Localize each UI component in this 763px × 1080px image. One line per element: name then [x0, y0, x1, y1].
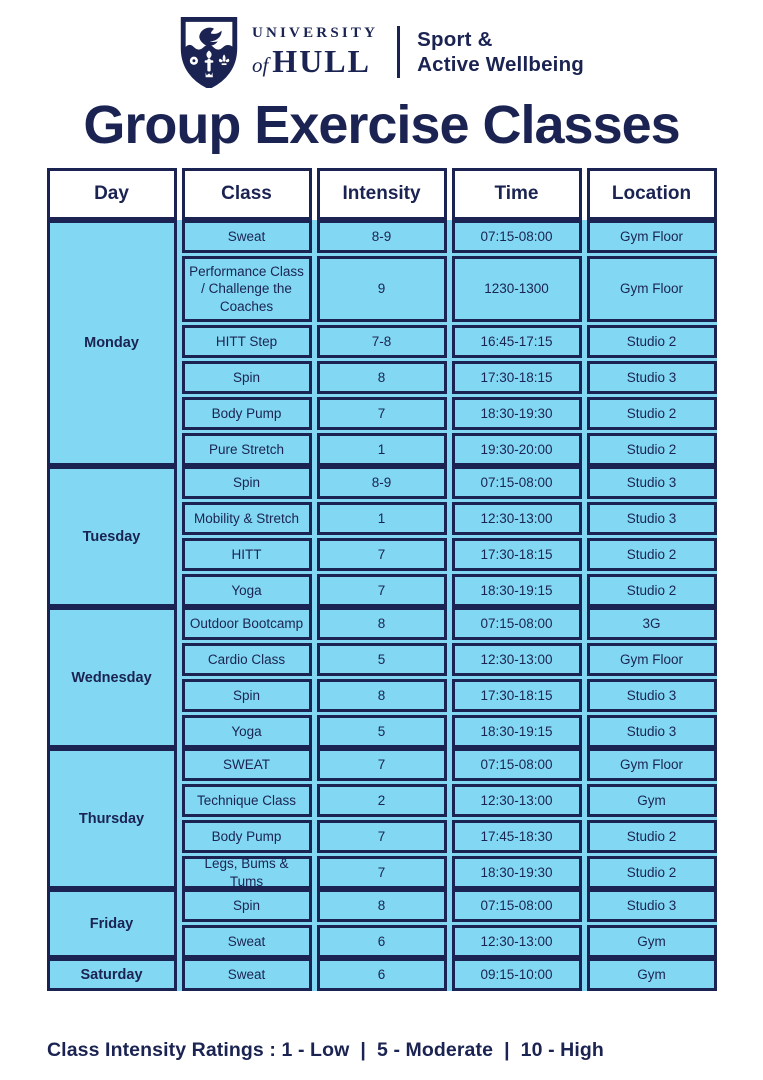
time-cell: 18:30-19:30	[452, 397, 582, 430]
location-cell: Studio 3	[587, 466, 717, 499]
day-cell: Friday	[47, 889, 177, 958]
location-cell: Studio 2	[587, 538, 717, 571]
university-wordmark	[252, 25, 378, 80]
class-cell: Pure Stretch	[182, 433, 312, 466]
time-cell: 18:30-19:15	[452, 574, 582, 607]
class-cell: Spin	[182, 361, 312, 394]
location-cell: Gym Floor	[587, 643, 717, 676]
department-line-2: Active Wellbeing	[417, 53, 585, 76]
location-cell: Studio 2	[587, 397, 717, 430]
class-cell: Cardio Class	[182, 643, 312, 676]
time-cell: 1230-1300	[452, 256, 582, 322]
time-cell: 16:45-17:15	[452, 325, 582, 358]
header-cell-day: Day	[47, 168, 177, 220]
schedule-row	[182, 325, 717, 358]
time-cell: 12:30-13:00	[452, 643, 582, 676]
intensity-cell: 6	[317, 958, 447, 991]
intensity-cell: 7	[317, 538, 447, 571]
class-cell: Performance Class / Challenge the Coaches	[182, 256, 312, 322]
location-cell: Studio 3	[587, 502, 717, 535]
schedule-row	[182, 889, 717, 922]
time-cell: 07:15-08:00	[452, 607, 582, 640]
intensity-cell: 7-8	[317, 325, 447, 358]
schedule-row	[182, 820, 717, 853]
day-cell: Thursday	[47, 748, 177, 889]
schedule-row	[182, 643, 717, 676]
day-cell: Monday	[47, 220, 177, 466]
intensity-cell: 7	[317, 397, 447, 430]
time-cell: 17:30-18:15	[452, 679, 582, 712]
time-cell: 17:30-18:15	[452, 361, 582, 394]
schedule-row	[182, 958, 717, 991]
location-cell: Gym	[587, 784, 717, 817]
intensity-cell: 8-9	[317, 466, 447, 499]
header-cell-intensity: Intensity	[317, 168, 447, 220]
class-cell: Spin	[182, 679, 312, 712]
schedule-row	[182, 466, 717, 499]
class-cell: Spin	[182, 889, 312, 922]
day-group-friday	[47, 889, 717, 958]
schedule-row	[182, 433, 717, 466]
intensity-cell: 7	[317, 856, 447, 889]
intensity-cell: 8	[317, 361, 447, 394]
schedule-row	[182, 607, 717, 640]
schedule-row	[182, 715, 717, 748]
intensity-cell: 7	[317, 820, 447, 853]
class-cell: Sweat	[182, 925, 312, 958]
class-cell: SWEAT	[182, 748, 312, 781]
day-group-wednesday	[47, 607, 717, 748]
day-cell: Wednesday	[47, 607, 177, 748]
schedule-row	[182, 679, 717, 712]
time-cell: 19:30-20:00	[452, 433, 582, 466]
class-cell: Legs, Bums & Tums	[182, 856, 312, 889]
time-cell: 12:30-13:00	[452, 784, 582, 817]
intensity-legend: Class Intensity Ratings : 1 - Low | 5 - Moderate | 10 - High	[47, 1039, 604, 1061]
schedule-row	[182, 538, 717, 571]
day-cell: Saturday	[47, 958, 177, 991]
schedule-row	[182, 856, 717, 889]
location-cell: Studio 2	[587, 574, 717, 607]
location-cell: Studio 2	[587, 820, 717, 853]
class-cell: Technique Class	[182, 784, 312, 817]
time-cell: 18:30-19:30	[452, 856, 582, 889]
time-cell: 12:30-13:00	[452, 502, 582, 535]
day-group-tuesday	[47, 466, 717, 607]
location-cell: Gym	[587, 925, 717, 958]
table-header-row	[47, 168, 717, 220]
class-cell: Spin	[182, 466, 312, 499]
location-cell: Gym	[587, 958, 717, 991]
intensity-cell: 6	[317, 925, 447, 958]
header-cell-time: Time	[452, 168, 582, 220]
location-cell: Gym Floor	[587, 748, 717, 781]
class-cell: HITT	[182, 538, 312, 571]
intensity-cell: 8	[317, 889, 447, 922]
class-cell: Yoga	[182, 715, 312, 748]
schedule-row	[182, 361, 717, 394]
time-cell: 12:30-13:00	[452, 925, 582, 958]
header-cell-class: Class	[182, 168, 312, 220]
class-cell: HITT Step	[182, 325, 312, 358]
intensity-cell: 7	[317, 574, 447, 607]
department-name	[417, 27, 584, 77]
intensity-cell: 2	[317, 784, 447, 817]
intensity-cell: 5	[317, 715, 447, 748]
of-word: of	[251, 52, 269, 77]
class-cell: Outdoor Bootcamp	[182, 607, 312, 640]
class-cell: Sweat	[182, 220, 312, 253]
university-of-hull-crest-icon	[179, 16, 239, 88]
time-cell: 07:15-08:00	[452, 220, 582, 253]
intensity-cell: 9	[317, 256, 447, 322]
class-cell: Yoga	[182, 574, 312, 607]
schedule-row	[182, 784, 717, 817]
time-cell: 17:30-18:15	[452, 538, 582, 571]
department-line-1: Sport &	[417, 28, 493, 51]
location-cell: Gym Floor	[587, 220, 717, 253]
intensity-cell: 8-9	[317, 220, 447, 253]
intensity-cell: 1	[317, 502, 447, 535]
class-cell: Body Pump	[182, 820, 312, 853]
intensity-cell: 7	[317, 748, 447, 781]
location-cell: Studio 3	[587, 715, 717, 748]
page-title: Group Exercise Classes	[83, 95, 680, 155]
location-cell: Studio 3	[587, 889, 717, 922]
schedule-row	[182, 502, 717, 535]
rose-icon	[190, 57, 198, 65]
time-cell: 18:30-19:15	[452, 715, 582, 748]
location-cell: 3G	[587, 607, 717, 640]
schedule-row	[182, 748, 717, 781]
schedule-row	[182, 574, 717, 607]
table-body	[47, 220, 717, 991]
location-cell: Studio 3	[587, 679, 717, 712]
time-cell: 07:15-08:00	[452, 889, 582, 922]
location-cell: Gym Floor	[587, 256, 717, 322]
schedule-row	[182, 397, 717, 430]
day-group-thursday	[47, 748, 717, 889]
time-cell: 07:15-08:00	[452, 748, 582, 781]
location-cell: Studio 2	[587, 433, 717, 466]
schedule-row	[182, 220, 717, 253]
intensity-cell: 8	[317, 679, 447, 712]
header-cell-location: Location	[587, 168, 717, 220]
time-cell: 07:15-08:00	[452, 466, 582, 499]
location-cell: Studio 2	[587, 856, 717, 889]
intensity-cell: 8	[317, 607, 447, 640]
hull-word: HULL	[272, 42, 371, 79]
class-cell: Body Pump	[182, 397, 312, 430]
brand-divider	[397, 26, 400, 78]
intensity-cell: 1	[317, 433, 447, 466]
intensity-cell: 5	[317, 643, 447, 676]
day-group-monday	[47, 220, 717, 466]
day-cell: Tuesday	[47, 466, 177, 607]
time-cell: 17:45-18:30	[452, 820, 582, 853]
university-word: UNIVERSITY	[251, 24, 379, 41]
day-group-saturday	[47, 958, 717, 991]
schedule-row	[182, 256, 717, 322]
location-cell: Studio 3	[587, 361, 717, 394]
location-cell: Studio 2	[587, 325, 717, 358]
schedule-row	[182, 925, 717, 958]
brand-header	[0, 0, 763, 88]
schedule-table	[47, 168, 717, 991]
class-cell: Sweat	[182, 958, 312, 991]
time-cell: 09:15-10:00	[452, 958, 582, 991]
class-cell: Mobility & Stretch	[182, 502, 312, 535]
